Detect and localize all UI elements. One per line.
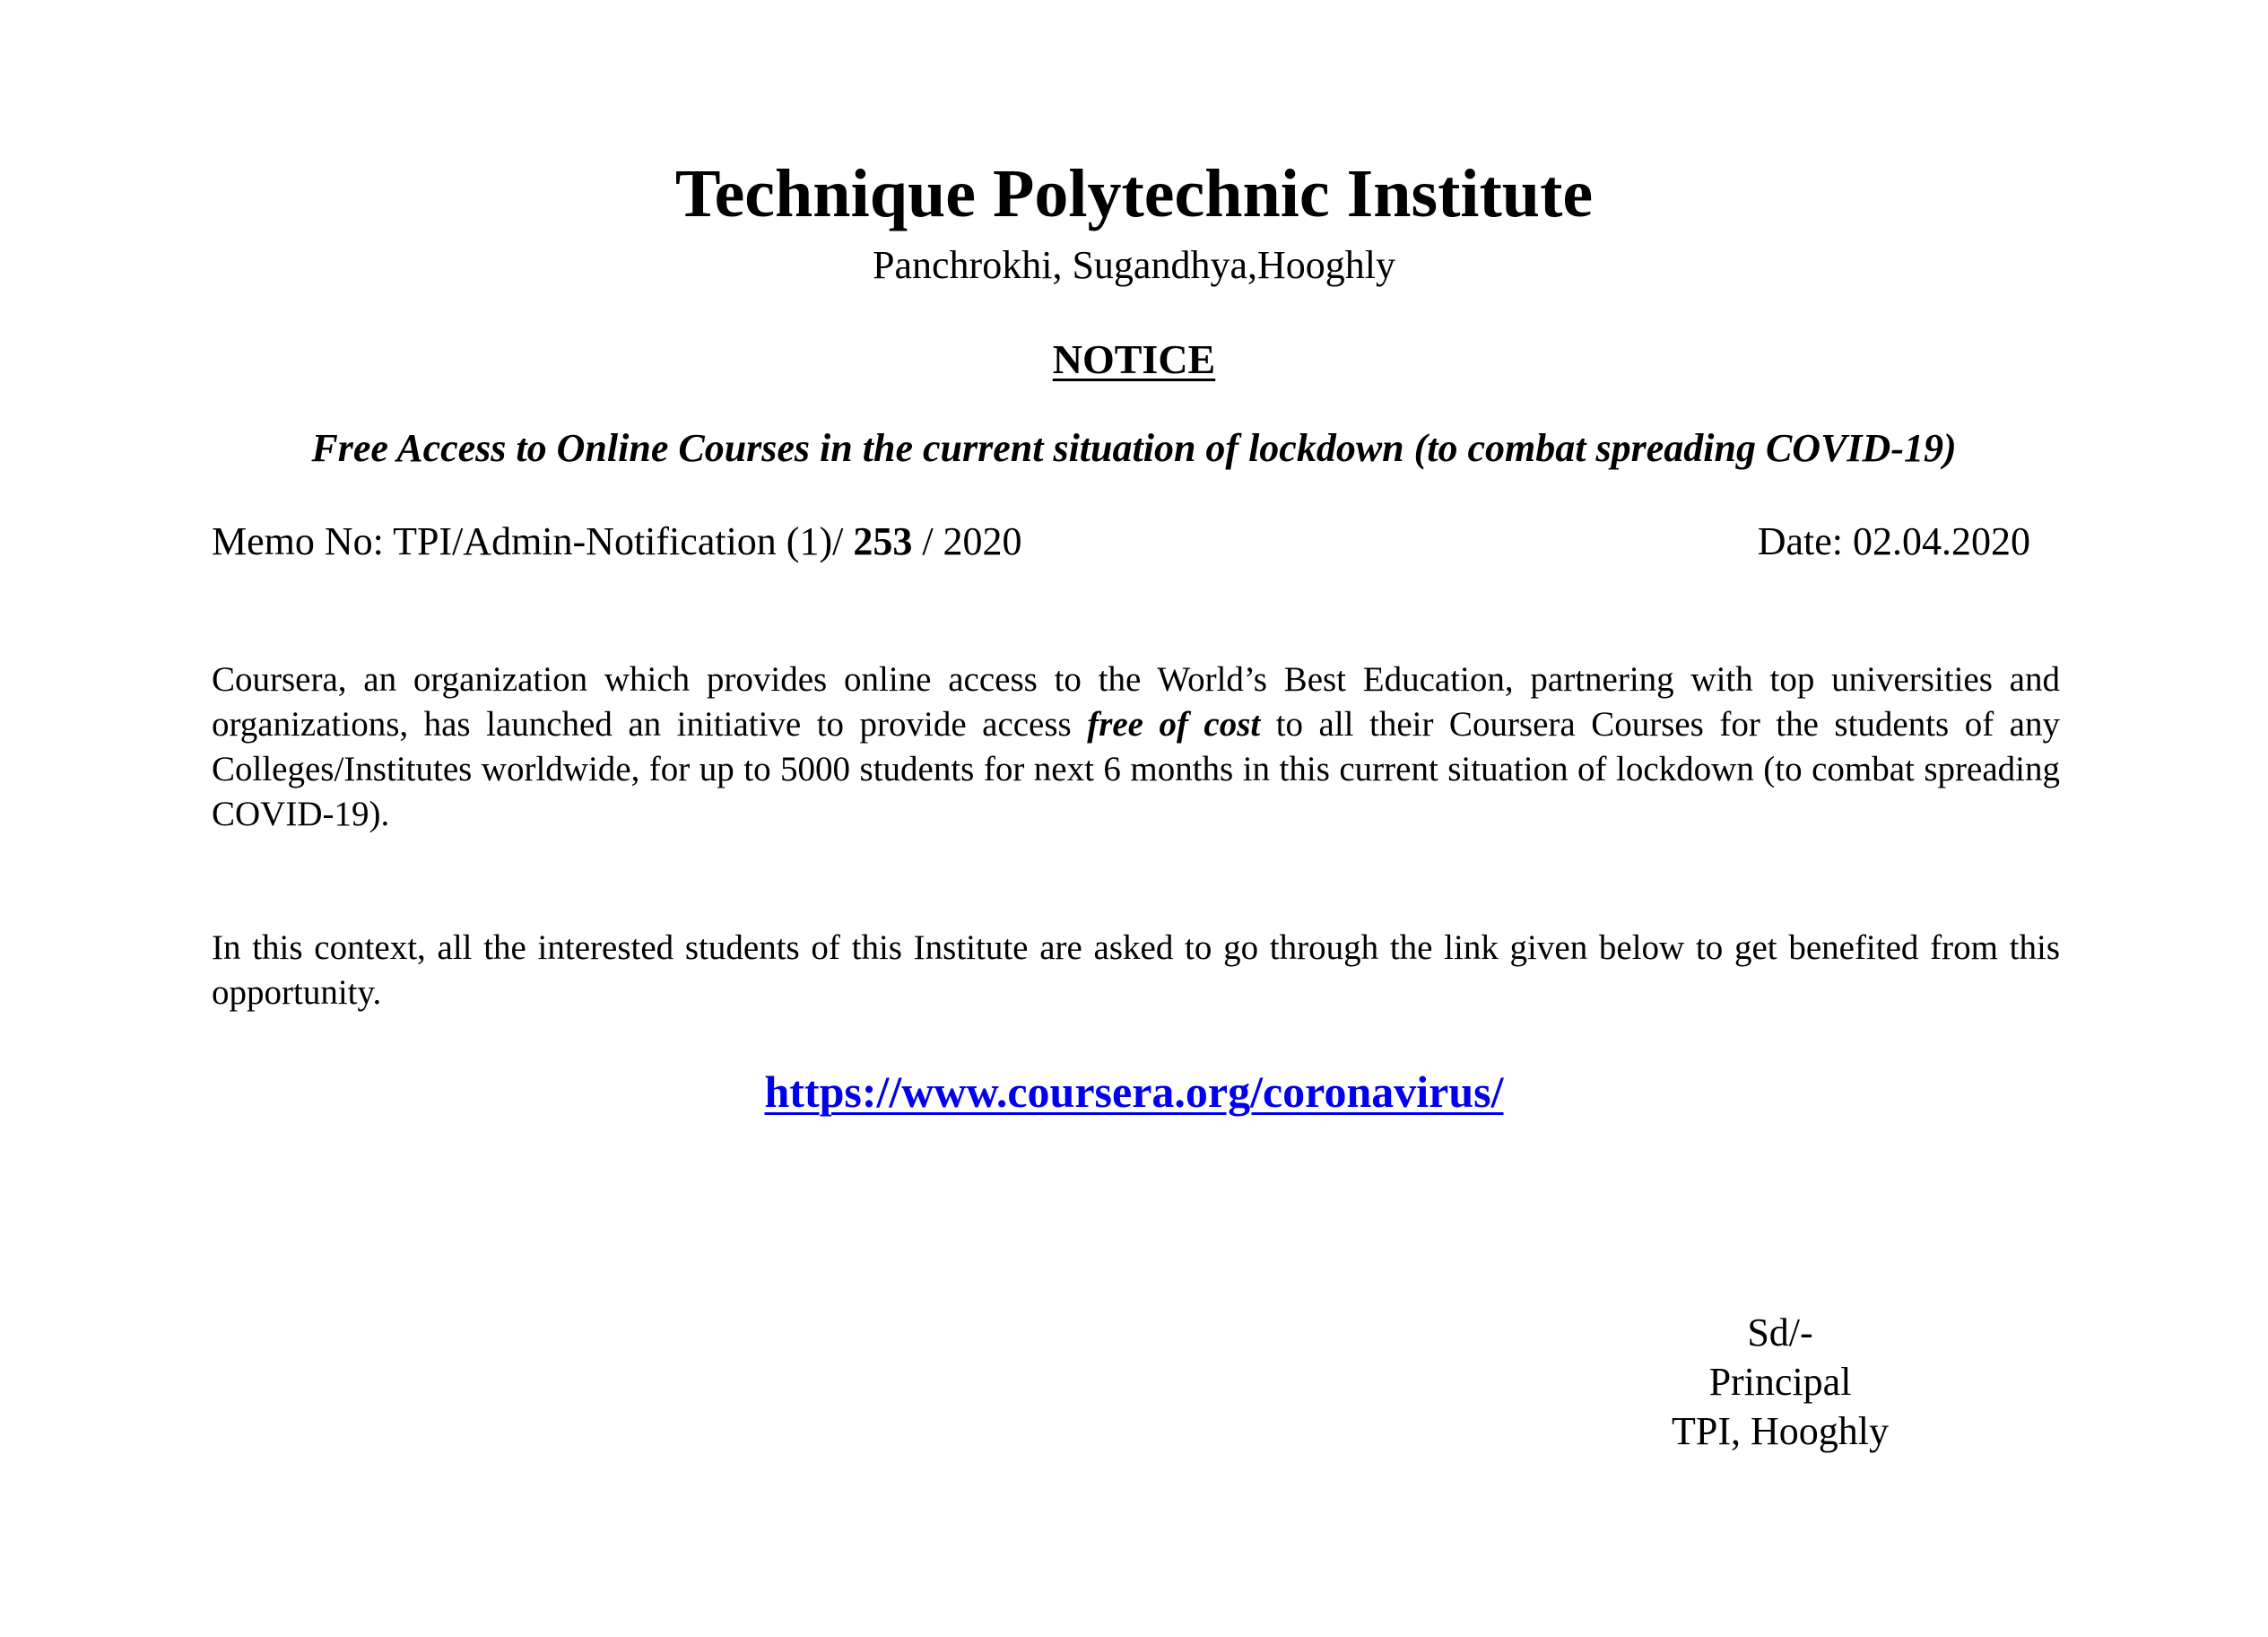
memo-row bbox=[212, 517, 2030, 567]
signature-sd: Sd/- bbox=[1747, 1310, 1813, 1354]
memo-serial: 253 bbox=[853, 519, 913, 563]
memo-number bbox=[212, 517, 1022, 567]
para1-emphasis: free of cost bbox=[1087, 705, 1261, 744]
memo-suffix: / 2020 bbox=[912, 519, 1022, 563]
body-paragraph-1 bbox=[212, 657, 2060, 837]
signature-block bbox=[1605, 1308, 1955, 1456]
body-paragraph-2: In this context, all the interested students of this Institute are asked to go through the link given below to get benefited from this opportunity. bbox=[212, 928, 2060, 1012]
memo-date: Date: 02.04.2020 bbox=[1757, 519, 2030, 563]
institute-name: Technique Polytechnic Institute bbox=[674, 156, 1594, 231]
notice-title: NOTICE bbox=[1052, 336, 1216, 382]
coursera-link[interactable]: https://www.coursera.org/coronavirus/ bbox=[764, 1067, 1504, 1117]
signature-office: TPI, Hooghly bbox=[1672, 1409, 1889, 1453]
notice-subject: Free Access to Online Courses in the current situation of lockdown (to combat spreading COVID-19) bbox=[311, 426, 1957, 470]
memo-prefix: Memo No: TPI/Admin-Notification (1)/ bbox=[212, 519, 854, 563]
institute-address: Panchrokhi, Sugandhya,Hooghly bbox=[873, 243, 1395, 287]
signature-title: Principal bbox=[1708, 1360, 1852, 1404]
link-container bbox=[0, 1064, 2268, 1119]
para1-text-end: to all their Coursera Courses for the students of any Colleges/Institutes worldwide, for up to 5000 students for next 6 months in this current situation of lockdown (to combat spreading COVID-19). bbox=[212, 705, 2060, 833]
para1-text-start: Coursera, an organization which provides online access to the World’s Best Education, partnering with top universities and organizations, has launched an initiative to provide access bbox=[212, 660, 2060, 744]
